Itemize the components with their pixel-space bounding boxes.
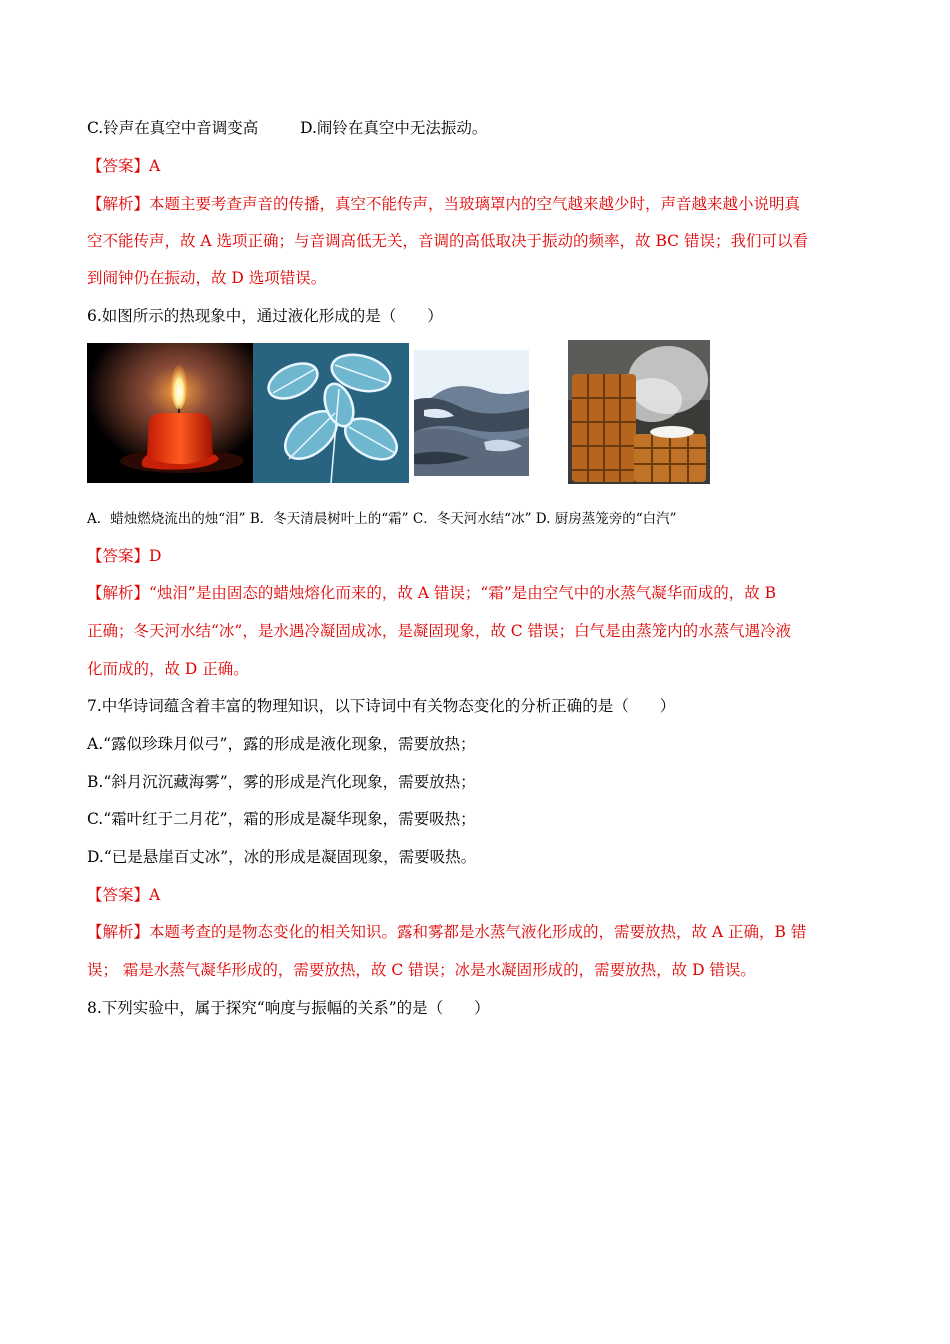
- steamer-image: [568, 340, 710, 484]
- q7-question: 7.中华诗词蕴含着丰富的物理知识，以下诗词中有关物态变化的分析正确的是（ ）: [87, 697, 676, 715]
- q5-analysis-line-3: 到闹钟仍在振动，故 D 选项错误。: [87, 269, 327, 287]
- q7-analysis-line-2: 误； 霜是水蒸气凝华形成的，需要放热，故 C 错误；冰是水凝固形成的，需要放热，故 D 错误。: [87, 961, 756, 979]
- q6-analysis-line-3: 化而成的，故 D 正确。: [87, 660, 249, 678]
- q5-analysis-line-2: 空不能传声，故 A 选项正确；与音调高低无关，音调的高低取决于振动的频率，故 BC 错误；我们可以看: [87, 232, 808, 250]
- q5-option-d: D.闹铃在真空中无法振动。: [300, 119, 488, 137]
- frost-leaves-image: [253, 343, 409, 483]
- q6-question: 6.如图所示的热现象中，通过液化形成的是（ ）: [87, 307, 443, 325]
- candle-image: [87, 343, 253, 483]
- q6-analysis-line-1: 【解析】“烛泪”是由固态的蜡烛熔化而来的，故 A 错误；“霜”是由空气中的水蒸气凝华而成的，故 B: [87, 584, 777, 602]
- q7-option-b: B.“斜月沉沉藏海雾”，雾的形成是汽化现象，需要放热；: [87, 773, 476, 791]
- q8-question: 8.下列实验中，属于探究“响度与振幅的关系”的是（ ）: [87, 999, 490, 1017]
- q5-analysis-line-1: 【解析】本题主要考查声音的传播，真空不能传声，当玻璃罩内的空气越来越少时，声音越来越小说明真: [87, 195, 801, 213]
- q5-options-row: [87, 117, 487, 139]
- q7-answer: 【答案】A: [87, 886, 161, 904]
- q6-answer: 【答案】D: [87, 547, 162, 565]
- q5-option-c: C.铃声在真空中音调变高: [87, 119, 259, 137]
- q6-analysis-line-2: 正确；冬天河水结“冰”，是水遇冷凝固成冰，是凝固现象，故 C 错误；白气是由蒸笼内的水蒸气遇冷液: [87, 622, 792, 640]
- q6-options: A．蜡烛燃烧流出的烛“泪” B．冬天清晨树叶上的“霜” C．冬天河水结“冰” D. 厨房蒸笼旁的“白汽”: [87, 511, 677, 527]
- q7-option-c: C.“霜叶红于二月花”，霜的形成是凝华现象，需要吸热；: [87, 810, 476, 828]
- frozen-river-image: [414, 350, 529, 476]
- q7-option-d: D.“已是悬崖百丈冰”，冰的形成是凝固现象，需要吸热。: [87, 848, 477, 866]
- q5-answer: 【答案】A: [87, 157, 161, 175]
- q7-option-a: A.“露似珍珠月似弓”，露的形成是液化现象，需要放热；: [87, 735, 476, 753]
- q7-analysis-line-1: 【解析】本题考查的是物态变化的相关知识。露和雾都是水蒸气液化形成的，需要放热，故 A 正确，B 错: [87, 923, 807, 941]
